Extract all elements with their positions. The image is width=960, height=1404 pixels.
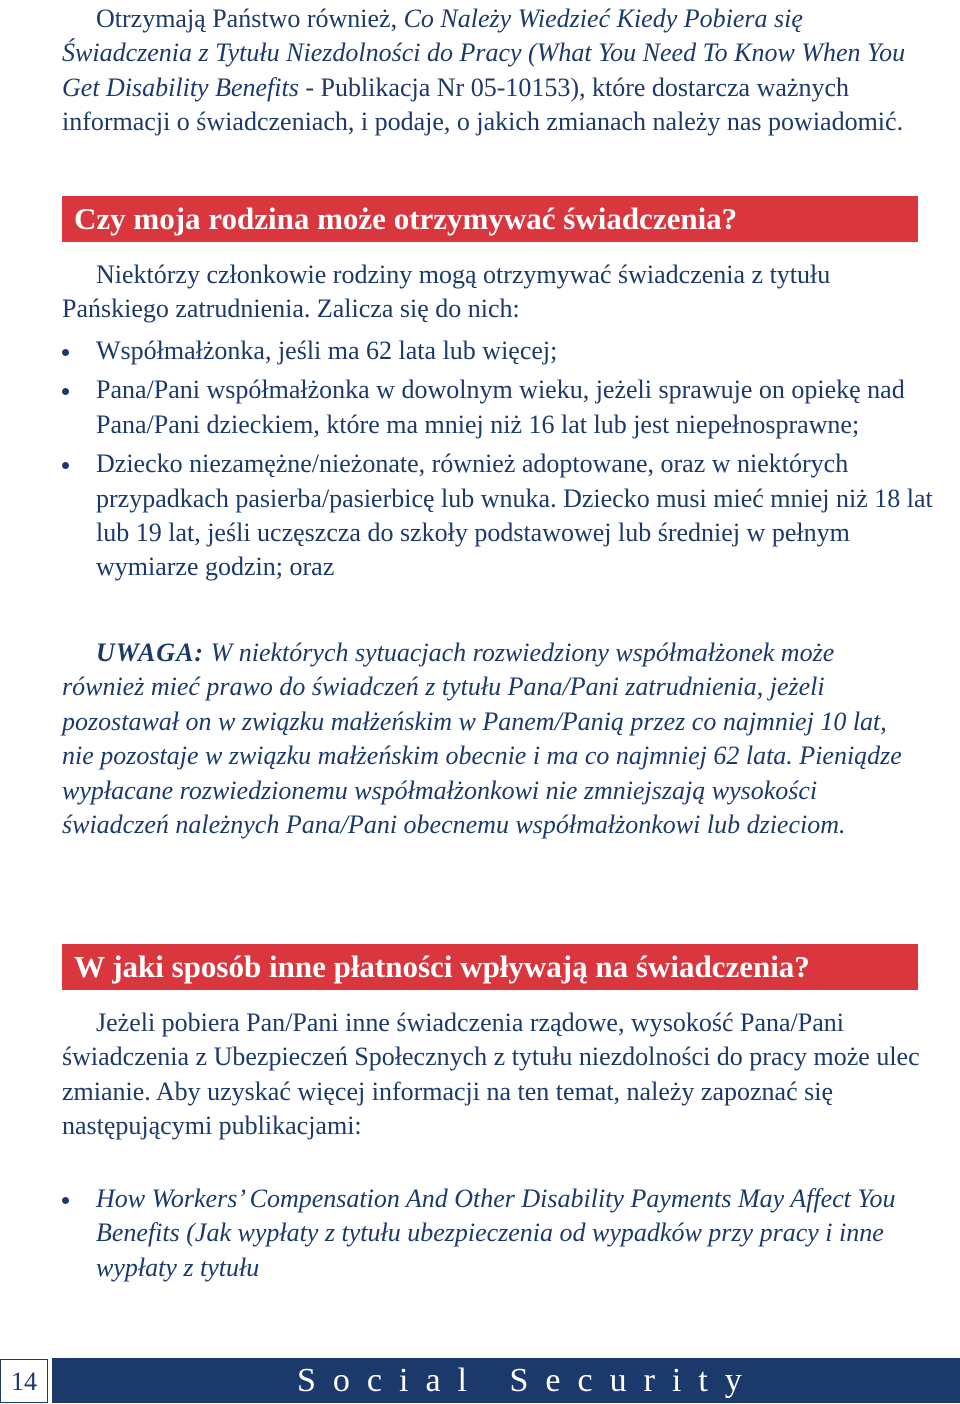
list-item-text: Pana/Pani współmałżonka w dowolnym wieku, jeżeli sprawuje on opiekę nad Pana/Pani dzieckiem, które ma mniej niż 16 lat lub jest niepełnosprawne; bbox=[96, 375, 905, 439]
bullet-icon bbox=[62, 462, 69, 469]
intro-prefix: Otrzymają Państwo również, bbox=[96, 4, 404, 33]
intro-publication-title: Co Należy Wiedzieć Kiedy Pobiera się Świadczenia z Tytułu Niezdolności do Pracy (What You Need To Know When You Get Disability Benefits bbox=[62, 4, 906, 102]
page-number: 14 bbox=[0, 1359, 48, 1403]
note-text: W niektórych sytuacjach rozwiedziony współmałżonek może również mieć prawo do świadczeń z tytułu Pana/Pani zatrudnienia, jeżeli pozostawał on w związku małżeńskim w Panem/Panią przez co najmniej 10 lat, nie pozostaje w związku małżeńskim obecnie i ma co najmniej 62 lata. Pieniądze wypłacane rozwiedzionemu współmałżonkowi nie zmniejszają wysokości świadczeń należnych Pana/Pani obecnemu współmałżonkowi lub dzieciom. bbox=[62, 638, 902, 840]
note-paragraph bbox=[62, 636, 922, 842]
list-item bbox=[62, 447, 942, 585]
bullet-icon bbox=[62, 1197, 69, 1204]
footer-title: Social Security bbox=[297, 1362, 759, 1399]
section-heading-other-payments: W jaki sposób inne płatności wpływają na świadczenia? bbox=[62, 944, 918, 990]
family-members-list bbox=[62, 334, 942, 590]
note-label: UWAGA: bbox=[96, 638, 205, 667]
section2-lead-text: Jeżeli pobiera Pan/Pani inne świadczenia rządowe, wysokość Pana/Pani świadczenia z Ubezpieczeń Społecznych z tytułu niezdolności do pracy może ulec zmianie. Aby uzyskać więcej informacji na ten temat, należy zapoznać się następującymi publikacjami: bbox=[62, 1008, 920, 1141]
list-item-text: How Workers’ Compensation And Other Disability Payments May Affect You Benefits (Jak wypłaty z tytułu ubezpieczenia od wypadków przy pracy i inne wypłaty z tytułu bbox=[96, 1184, 896, 1282]
intro-suffix: - Publikacja Nr 05-10153), które dostarcza ważnych informacji o świadczeniach, i podaje, o jakich zmianach należy nas powiadomić. bbox=[62, 72, 904, 137]
list-item bbox=[62, 1182, 942, 1285]
list-item bbox=[62, 334, 942, 368]
intro-paragraph bbox=[62, 2, 922, 140]
bullet-icon bbox=[62, 349, 69, 356]
section1-lead bbox=[62, 258, 932, 327]
section-heading-family: Czy moja rodzina może otrzymywać świadczenia? bbox=[62, 196, 918, 242]
section2-lead bbox=[62, 1006, 932, 1144]
list-item-text: Współmałżonka, jeśli ma 62 lata lub więcej; bbox=[96, 336, 558, 365]
publications-list bbox=[62, 1182, 942, 1290]
list-item-text: Dziecko niezamężne/nieżonate, również adoptowane, oraz w niektórych przypadkach pasierba/pasierbicę lub wnuka. Dziecko musi mieć mniej niż 18 lat lub 19 lat, jeśli uczęszcza do szkoły podstawowej lub średniej w pełnym wymiarze godzin; oraz bbox=[96, 449, 933, 582]
list-item bbox=[62, 373, 942, 442]
bullet-icon bbox=[62, 388, 69, 395]
section1-lead-text: Niektórzy członkowie rodziny mogą otrzymywać świadczenia z tytułu Pańskiego zatrudnienia. Zalicza się do nich: bbox=[62, 260, 831, 324]
